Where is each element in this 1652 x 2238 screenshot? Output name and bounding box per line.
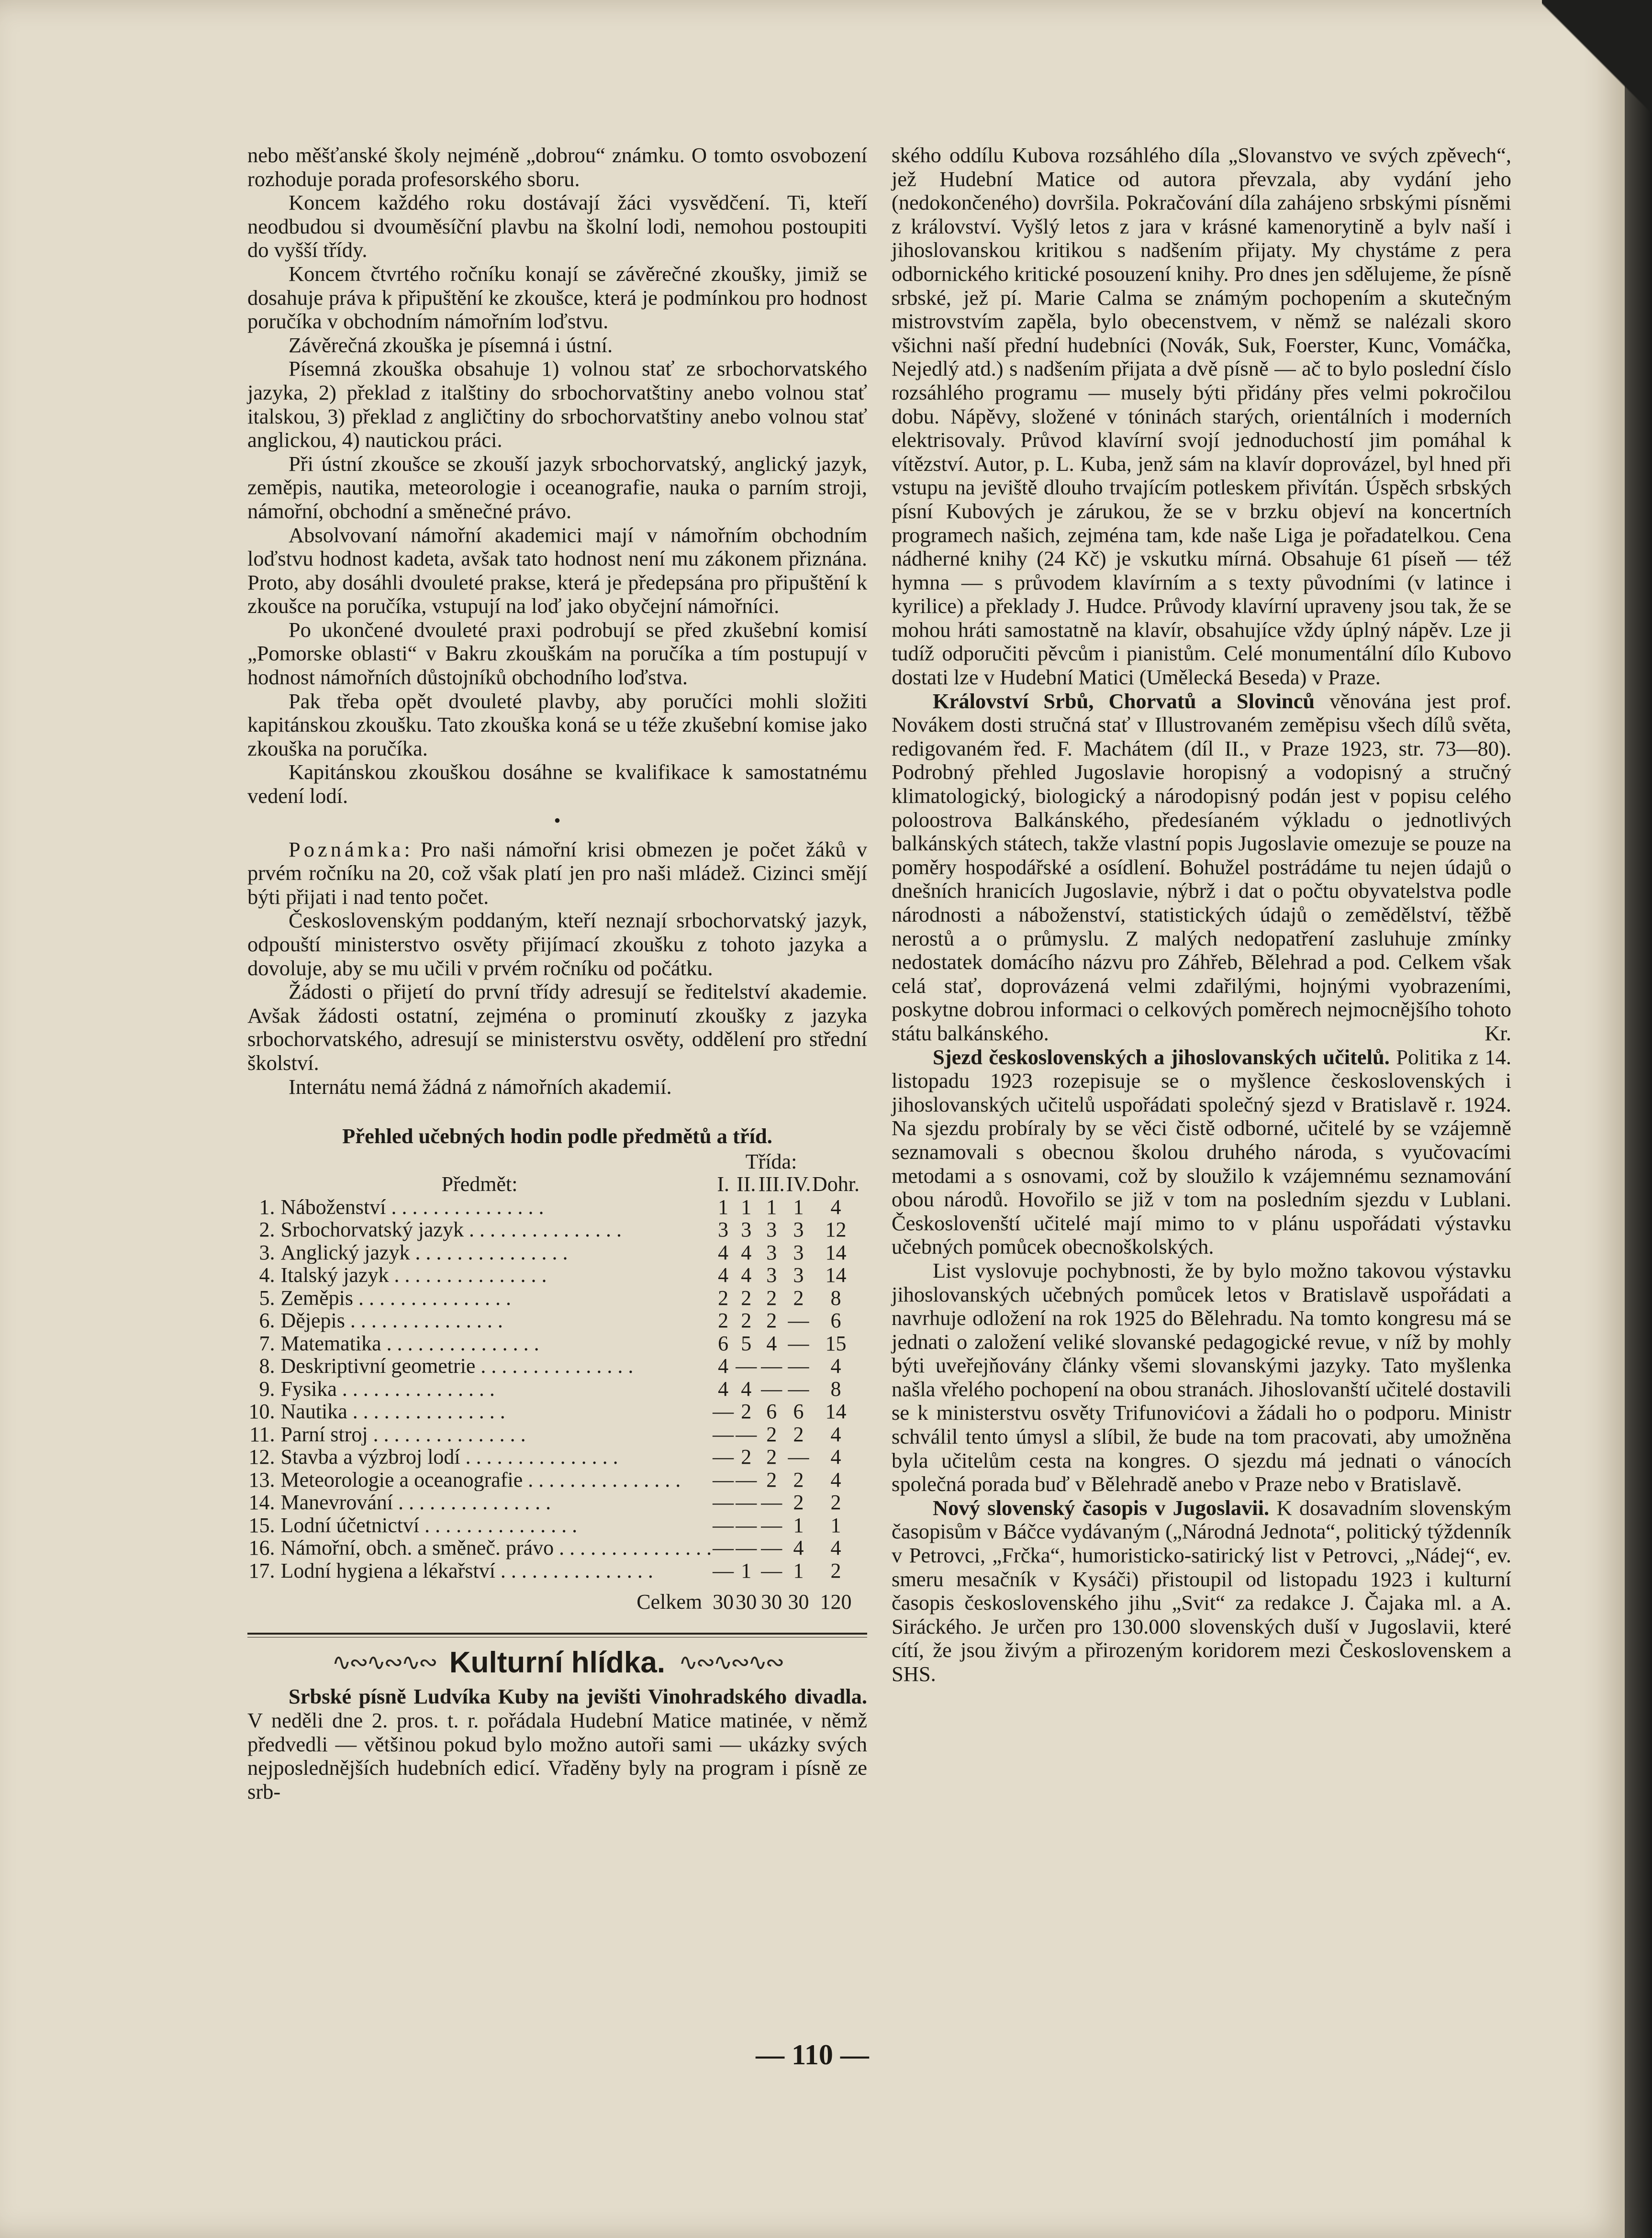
article-signature: Kr. <box>1485 1021 1511 1045</box>
dot-leader: . . . . . . . . . . . . . . . <box>368 1423 526 1446</box>
hours-cell: — <box>736 1422 757 1446</box>
table-row <box>247 1423 860 1446</box>
subject-cell <box>281 1446 712 1469</box>
article-casopis-lead: Nový slovenský časopis v Jugoslavii. <box>933 1495 1270 1520</box>
hours-cell: 4 <box>793 1536 804 1560</box>
dot-leader: . . . . . . . . . . . . . . . <box>554 1537 712 1559</box>
total-cell: 30 <box>713 1590 734 1614</box>
page-number: — 110 — <box>756 2039 869 2071</box>
subject-name: Lodní účetnictví <box>280 1514 420 1537</box>
subjects-table-body <box>247 1196 860 1614</box>
total-label: Celkem <box>636 1590 703 1614</box>
table-row <box>247 1332 860 1355</box>
hours-cell: 4 <box>718 1263 729 1287</box>
hours-cell: 4 <box>718 1240 729 1264</box>
hours-cell: 2 <box>766 1286 777 1310</box>
column-header: III. <box>758 1172 785 1196</box>
hours-cell: — <box>788 1309 809 1333</box>
hours-cell: 2 <box>741 1445 752 1469</box>
hours-cell: 1 <box>793 1513 804 1537</box>
hours-cell: 2 <box>766 1445 777 1469</box>
class-group-label: Třída: <box>745 1149 797 1173</box>
subject-name: Nautika <box>280 1400 347 1423</box>
hours-cell: — <box>788 1331 809 1355</box>
hours-cell: — <box>713 1468 734 1492</box>
row-number: 3. <box>259 1240 275 1264</box>
article-kralovstvi-text: věnována jest prof. Novákem dosti stručná stať v Illustrovaném zeměpisu všech dílů světa, redigovaném řed. F. Machátem (díl II., v Praze 1923, str. 73—80). Podrobný přehled Jugoslavie horopisný a vodopisný a stručný klimatologický, biologický a národopisný podán jest v popisu celého poloostrova Balkánského, předesíaném výkladu o jednotlivých balkánských státech, takže vlastní popis Jugoslavie omezuje se pouze na poměry hospodářské a osídlení. Bohužel postrádáme tu nejen údajů o dnešních hranicích Jugoslavie, nýbrž i dat o počtu obyvatelstva podle národnosti a náboženství, statistických údajů o zemědělství, těžbě nerostů a o průmyslu. Z malých nedopatření zasluhuje zmínky nedostatek domácího názvu pro Záhřeb, Bělehrad a pod. Celkem však celá stať, doprovázená velmi zdařilými, hojnými vyobrazeními, poskytne dobrou informaci o celkových poměrech nejmocnějšího tohoto státu balkánského. <box>892 689 1511 1045</box>
hours-cell: 3 <box>793 1218 804 1242</box>
hours-cell: 3 <box>741 1218 752 1242</box>
hours-cell: — <box>761 1354 782 1378</box>
hours-cell: 1 <box>793 1195 804 1219</box>
hours-cell: — <box>713 1400 734 1424</box>
hours-cell: 4 <box>830 1354 841 1378</box>
subject-cell <box>281 1469 712 1492</box>
hours-cell: 2 <box>741 1309 752 1333</box>
ornament-left-icon: ∿∾∿∾∿∾ <box>332 1649 436 1675</box>
subject-cell <box>281 1514 712 1537</box>
dot-leader: . . . . . . . . . . . . . . . <box>381 1332 539 1355</box>
row-number: 5. <box>259 1286 275 1310</box>
hours-cell: 14 <box>825 1263 847 1287</box>
dot-leader: . . . . . . . . . . . . . . . <box>460 1446 618 1469</box>
hours-cell: — <box>761 1377 782 1401</box>
subject-name: Matematika <box>280 1332 381 1355</box>
dot-leader: . . . . . . . . . . . . . . . <box>353 1286 512 1310</box>
hours-cell: 3 <box>718 1218 729 1242</box>
subject-name: Stavba a výzbroj lodí <box>280 1446 460 1469</box>
subject-name: Lodní hygiena a lékařství <box>280 1559 495 1582</box>
subject-cell <box>281 1559 712 1582</box>
table-row <box>247 1218 860 1241</box>
subject-name: Fysika <box>280 1377 337 1401</box>
table-row <box>247 1378 860 1401</box>
section-rule <box>247 1633 867 1637</box>
hours-cell: — <box>713 1422 734 1446</box>
dot-leader: . . . . . . . . . . . . . . . <box>389 1264 547 1287</box>
table-row <box>247 1469 860 1492</box>
hours-cell: 1 <box>766 1195 777 1219</box>
row-number: 10. <box>248 1400 275 1424</box>
column-header: Dohr. <box>812 1172 859 1196</box>
hours-cell: 4 <box>830 1445 841 1469</box>
row-number: 6. <box>259 1309 275 1333</box>
section-title: Kulturní hlídka. <box>449 1646 666 1679</box>
article-casopis-text: K dosavadním slovenským časopisům v Báčce vydávaným („Národná Jednota“, politický týždenník v Petrovci, „Frčka“, humoristicko-satirický list v Petrovci, „Nádej“, ev. smeru mesačník v Kysáči) přistoupil od listopadu 1923 i kulturní časopis československého jihu „Svit“ za redakce J. Čajaka ml. a A. Siráckého. Je určen pro 130.000 slovenských duší v Jugoslavii, které cítí, že jsou živým a přirozeným koridorem mezi Československem a SHS. <box>892 1495 1511 1686</box>
hours-cell: — <box>788 1445 809 1469</box>
hours-cell: 6 <box>830 1309 841 1333</box>
hours-cell: — <box>788 1354 809 1378</box>
hours-cell: 1 <box>793 1559 804 1582</box>
paragraph: Žádosti o přijetí do první třídy adresují se ředitelství akademie. Avšak žádosti ostatní, zejména o prominutí zkoušky z jazyka srbochorvatského, adresují se ministerstvu osvěty, oddělení pro střední školství. <box>247 980 867 1075</box>
left-paragraphs-2 <box>247 909 867 1099</box>
hours-cell: 8 <box>830 1286 841 1310</box>
table-row <box>247 1537 860 1559</box>
hours-cell: 2 <box>766 1309 777 1333</box>
article-sjezd <box>892 1046 1511 1259</box>
subject-name: Meteorologie a oceanografie <box>280 1468 523 1492</box>
article-kuba-lead: Srbské písně Ludvíka Kuby na jevišti Vinohradského divadla. <box>289 1684 867 1709</box>
hours-cell: 1 <box>741 1559 752 1582</box>
table-row <box>247 1196 860 1219</box>
total-cell: 30 <box>761 1590 782 1614</box>
paragraph: nebo měšťanské školy nejméně „dobrou“ známku. O tomto osvobození rozhoduje porada profesorského sboru. <box>247 143 867 191</box>
hours-cell: 12 <box>825 1218 847 1242</box>
subject-cell <box>281 1400 712 1423</box>
dot-leader: . . . . . . . . . . . . . . . <box>336 1377 495 1401</box>
subject-cell <box>281 1537 712 1559</box>
note-label: Poznámka <box>289 837 404 861</box>
ornament-right-icon: ∿∾∿∾∿∾ <box>679 1649 783 1675</box>
hours-cell: 2 <box>718 1286 729 1310</box>
table-row <box>247 1241 860 1264</box>
hours-cell: 4 <box>741 1263 752 1287</box>
hours-cell: — <box>713 1491 734 1514</box>
subject-cell <box>281 1241 712 1264</box>
table-row <box>247 1446 860 1469</box>
hours-cell: 6 <box>718 1331 729 1355</box>
hours-cell: 3 <box>766 1218 777 1242</box>
hours-cell: 2 <box>793 1286 804 1310</box>
paragraph: Internátu nemá žádná z námořních akademií. <box>289 1074 672 1099</box>
hours-cell: 4 <box>830 1536 841 1560</box>
row-number: 12. <box>248 1445 275 1469</box>
subject-name: Náboženství <box>280 1195 386 1219</box>
hours-cell: — <box>713 1513 734 1537</box>
page-edge-shadow <box>1625 0 1652 2238</box>
paragraph: Absolvovaní námořní akademici mají v námořním obchodním loďstvu hodnost kadeta, avšak tato hodnost není mu zákonem přiznána. Proto, aby dosáhli dvouleté prakse, která je předepsána pro připuštění k zkoušce na poručíka, vstupují na loď jako obyčejní námořníci. <box>247 523 867 618</box>
hours-cell: 1 <box>830 1513 841 1537</box>
dot-leader: . . . . . . . . . . . . . . . <box>347 1400 505 1423</box>
table-row <box>247 1514 860 1537</box>
hours-cell: 14 <box>825 1400 847 1424</box>
row-number: 2. <box>259 1218 275 1242</box>
right-column <box>892 144 1511 1686</box>
subject-name: Italský jazyk <box>280 1264 389 1287</box>
hours-cell: 2 <box>830 1491 841 1514</box>
subject-name: Námořní, obch. a směneč. právo <box>280 1537 554 1559</box>
row-number: 13. <box>248 1468 275 1492</box>
paragraph: Kapitánskou zkouškou dosáhne se kvalifikace k samostatnému vedení lodí. <box>247 760 867 808</box>
hours-cell: 2 <box>741 1400 752 1424</box>
dot-leader: . . . . . . . . . . . . . . . <box>463 1218 622 1241</box>
hours-cell: — <box>713 1536 734 1560</box>
hours-cell: 4 <box>718 1354 729 1378</box>
row-number: 9. <box>259 1377 275 1401</box>
hours-cell: — <box>761 1491 782 1514</box>
dot-leader: . . . . . . . . . . . . . . . <box>410 1241 568 1264</box>
subject-cell <box>281 1355 712 1378</box>
left-column <box>247 144 867 1804</box>
column-header: IV. <box>786 1172 811 1196</box>
hours-cell: 15 <box>825 1331 847 1355</box>
subject-name: Zeměpis <box>280 1286 354 1310</box>
dot-leader: . . . . . . . . . . . . . . . <box>345 1309 503 1332</box>
table-row <box>247 1309 860 1332</box>
article-sjezd-lead: Sjezd československých a jihoslovanských učitelů. <box>933 1045 1390 1069</box>
hours-cell: — <box>736 1491 757 1514</box>
column-header: I. <box>717 1172 729 1196</box>
subject-name: Dějepis <box>280 1309 345 1332</box>
article-kuba-text: V neděli dne 2. pros. t. r. pořádala Hudební Matice matinée, v němž předvedli — většinou pokud bylo možno autoři sami — ukázky svých nejposlednějších hudebních edicí. Vřaděny byly na program i písně ze srb- <box>247 1708 867 1804</box>
hours-cell: 2 <box>741 1286 752 1310</box>
hours-cell: 8 <box>830 1377 841 1401</box>
hours-cell: — <box>736 1513 757 1537</box>
paragraph: Závěrečná zkouška je písemná i ústní. <box>289 333 613 357</box>
note-paragraph <box>247 838 867 909</box>
table-row <box>247 1264 860 1287</box>
subject-header: Předmět: <box>441 1172 518 1196</box>
hours-cell: 4 <box>741 1240 752 1264</box>
total-cell: 120 <box>820 1590 852 1614</box>
total-cell: 30 <box>788 1590 809 1614</box>
hours-cell: 3 <box>793 1240 804 1264</box>
hours-cell: 1 <box>718 1195 729 1219</box>
row-number: 7. <box>259 1331 275 1355</box>
hours-cell: — <box>761 1513 782 1537</box>
hours-cell: — <box>761 1559 782 1582</box>
table-row <box>247 1491 860 1514</box>
subject-name: Anglický jazyk <box>280 1241 410 1264</box>
article-kuba-continued: ského oddílu Kubova rozsáhlého díla „Slovanstvo ve svých zpěvech“, jež Hudební Matice od autora převzala, aby vydání jeho (nedokončeného) dovršila. Pokračování díla zahájeno srbskými písněmi z království. Vyšlý letos z jara v krásné kamenorytině a bylv naší i jihoslovanskou kritikou s nadšením přijaty. My chystáme z pera odbornického kritické posouzení knihy. Pro dnes jen sdělujeme, že písně srbské, jež pí. Marie Calma se známým pochopením a skutečným mistrovstvím zapěla, bylo obecenstvem, v němž se nalézali skoro všichni naší přední hudebníci (Novák, Suk, Foerster, Kunc, Vomáčka, Nejedlý atd.) s nadšením přijata a dvě písně — ač to bylo poslední číslo rozsáhlého programu — musely býti přidány přes velmi pokročilou dobu. Nápěvy, složené v tóninách starých, orientálních i moderních elektrisovaly. Průvod klavírní svojí jednoduchostí jim pomáhal k vítězství. Autor, p. L. Kuba, jenž sám na klavír doprovázel, byl hned při vstupu na jeviště dlouho trvajícím potleskem přivítán. Úspěch srbských písní Kubových je zárukou, že se v brzku objeví na koncertních programech našich, zejména tam, kde naše Liga je pořadatelkou. Cena nádherné knihy (24 Kč) je vskutku mírná. Obsahuje 61 píseň — též hymna — s průvodem klavírním a s texty původními (v latince i kyrilice) a překlady J. Hudce. Průvody klavírní upraveny jsou tak, že se mohou hráti samostatně na klavír, obsahujíce vždy úplný nápěv. Lze ji tudíž odporučiti pěvcům i pianistům. Celé monumentální dílo Kubovo dostati lze v Hudební Matici (Umělecká Beseda) v Praze. <box>892 143 1511 690</box>
subject-cell <box>281 1264 712 1287</box>
hours-cell: 2 <box>718 1309 729 1333</box>
dot-leader: . . . . . . . . . . . . . . . <box>495 1559 653 1582</box>
hours-cell: — <box>788 1377 809 1401</box>
hours-cell: 4 <box>741 1377 752 1401</box>
row-number: 14. <box>248 1491 275 1514</box>
article-kralovstvi-lead: Království Srbů, Chorvatů a Slovinců <box>933 689 1315 713</box>
row-number: 16. <box>248 1536 275 1560</box>
hours-cell: 2 <box>793 1468 804 1492</box>
dot-leader: . . . . . . . . . . . . . . . <box>393 1491 551 1514</box>
subject-cell <box>281 1196 712 1219</box>
subject-cell <box>281 1423 712 1446</box>
row-number: 15. <box>248 1513 275 1537</box>
subject-name: Srbochorvatský jazyk <box>280 1218 464 1241</box>
dot-leader: . . . . . . . . . . . . . . . <box>419 1514 578 1537</box>
total-cell: 30 <box>736 1590 757 1614</box>
hours-cell: 3 <box>766 1240 777 1264</box>
subject-cell <box>281 1309 712 1332</box>
hours-cell: 2 <box>793 1422 804 1446</box>
hours-cell: 4 <box>830 1422 841 1446</box>
paragraph: Při ústní zkoušce se zkouší jazyk srbochorvatský, anglický jazyk, zeměpis, nautika, meteorologie i oceanografie, nauka o parním stroji, námořní, obchodní a směnečné právo. <box>247 451 867 523</box>
hours-cell: — <box>736 1468 757 1492</box>
article-kuba <box>247 1685 867 1804</box>
hours-cell: 6 <box>793 1400 804 1424</box>
paragraph: Po ukončené dvouleté praxi podrobují se před zkušební komisí „Pomorske oblasti“ v Bakru zkouškám na poručíka a tím postupují v hodnost námořních důstojníků obchodního loďstva. <box>247 617 867 690</box>
hours-cell: 14 <box>825 1240 847 1264</box>
table-row <box>247 1400 860 1423</box>
table-title: Přehled učebných hodin podle předmětů a tříd. <box>342 1124 772 1148</box>
section-heading <box>247 1646 867 1679</box>
subject-cell <box>281 1378 712 1401</box>
row-number: 1. <box>259 1195 275 1219</box>
left-paragraphs <box>247 144 867 808</box>
hours-cell: 2 <box>830 1559 841 1582</box>
paragraph: Koncem čtvrtého ročníku konají se závěrečné zkoušky, jimiž se dosahuje práva k připuštění ke zkoušce, která je podmínkou pro hodnost poručíka v obchodním námořním loďstvu. <box>247 261 867 334</box>
hours-cell: 5 <box>741 1331 752 1355</box>
row-number: 11. <box>249 1422 275 1446</box>
note-text: : Pro naši námořní krisi obmezen je počet žáků v prvém ročníku na 20, což však platí jen pro naši mládež. Cizinci smějí býti přijati i nad tento počet. <box>247 837 867 909</box>
hours-cell: 2 <box>793 1491 804 1514</box>
hours-cell: 2 <box>766 1422 777 1446</box>
article-kralovstvi <box>892 690 1511 1046</box>
hours-cell: — <box>736 1354 757 1378</box>
row-number: 17. <box>248 1559 275 1582</box>
row-number: 4. <box>259 1263 275 1287</box>
section-separator-dot: • <box>554 809 561 831</box>
hours-cell: 3 <box>793 1263 804 1287</box>
table-row <box>247 1355 860 1378</box>
hours-cell: — <box>761 1536 782 1560</box>
hours-cell: 3 <box>766 1263 777 1287</box>
dot-leader: . . . . . . . . . . . . . . . <box>523 1468 681 1492</box>
hours-cell: 2 <box>766 1468 777 1492</box>
paragraph: Písemná zkouška obsahuje 1) volnou stať ze srbochorvatského jazyka, 2) překlad z italštiny do srbochorvatštiny anebo volnou stať italskou, 3) překlad z angličtiny do srbochorvatštiny anebo volnou stať anglickou, 4) nautickou práci. <box>247 356 867 452</box>
paragraph: Československým poddaným, kteří neznají srbochorvatský jazyk, odpouští ministerstvo osvěty přijímací zkoušku z tohoto jazyka a dovoluje, aby se mu učili v prvém ročníku od počátku. <box>247 908 867 980</box>
subject-cell <box>281 1491 712 1514</box>
article-casopis <box>892 1496 1511 1686</box>
subjects-table <box>247 1150 860 1614</box>
article-sjezd-continued: List vyslovuje pochybnosti, že by bylo možno takovou výstavku jihoslovanských učebných pomůcek letos v Bratislavě uspořádati a navrhuje odložení na rok 1925 do Bělehradu. Na tomto kongresu má se jednati o založení veliké slovanské pedagogické revue, v níž by mohly býti uveřejňovány články všemi slovanskými jazyky. Tato myšlenka našla vřelého pochopení na obou stranách. Jihoslovanští učitelé dostavili se k ministerstvu osvěty Trifunovićovi a žádali ho o podporu. Ministr schválil tento úmysl a slíbil, že bude na tom pracovati, aby umožněna byla učitelům cesta na kongres. O sjezdu má jednati o vánocích společná porada buď v Bělehradě anebo v Praze nebo v Bratislavě. <box>892 1258 1511 1496</box>
subject-cell <box>281 1218 712 1241</box>
subject-name: Deskriptivní geometrie <box>280 1355 476 1378</box>
folded-corner <box>1542 0 1652 115</box>
subject-cell <box>281 1332 712 1355</box>
subject-cell <box>281 1287 712 1310</box>
subject-name: Parní stroj <box>280 1423 368 1446</box>
hours-cell: 1 <box>741 1195 752 1219</box>
hours-cell: 4 <box>766 1331 777 1355</box>
table-row <box>247 1559 860 1582</box>
article-sjezd-text: Politika z 14. listopadu 1923 rozepisuje se o myšlence československých i jihoslovanských učitelů uspořádati společný sjezd v Bratislavě r. 1924. Na sjezdu probíraly by se věci čistě odborné, učitelé by se vzájemně seznamovali s obecnou školou druhého národa, s vyučovacími metodami a s osnovami, což by sloužilo k vzájemnému seznamování obou národů. Hovořilo se již v tom na posledním sjezdu v Lublani. Českoslovenští učitelé mají mimo to v plánu uspořádati výstavku učebných pomůcek obecnoškolských. <box>892 1045 1511 1259</box>
hours-cell: — <box>736 1536 757 1560</box>
hours-cell: 6 <box>766 1400 777 1424</box>
hours-cell: 4 <box>718 1377 729 1401</box>
row-number: 8. <box>259 1354 275 1378</box>
total-row <box>247 1582 860 1614</box>
hours-cell: — <box>713 1559 734 1582</box>
table-row <box>247 1287 860 1310</box>
dot-leader: . . . . . . . . . . . . . . . <box>475 1355 634 1378</box>
subject-name: Manevrování <box>280 1491 393 1514</box>
dot-leader: . . . . . . . . . . . . . . . <box>386 1195 544 1219</box>
paragraph: Pak třeba opět dvouleté plavby, aby poručíci mohli složiti kapitánskou zkoušku. Tato zkouška koná se u téže zkušební komise jako zkouška na poručíka. <box>247 689 867 760</box>
paragraph: Koncem každého roku dostávají žáci vysvědčení. Ti, kteří neodbudou si dvouměsíční plavbu na školní lodi, nemohou postoupiti do vyšší třídy. <box>247 190 867 262</box>
hours-cell: — <box>713 1445 734 1469</box>
hours-cell: 4 <box>830 1195 841 1219</box>
column-header: II. <box>737 1172 756 1196</box>
hours-cell: 4 <box>830 1468 841 1492</box>
